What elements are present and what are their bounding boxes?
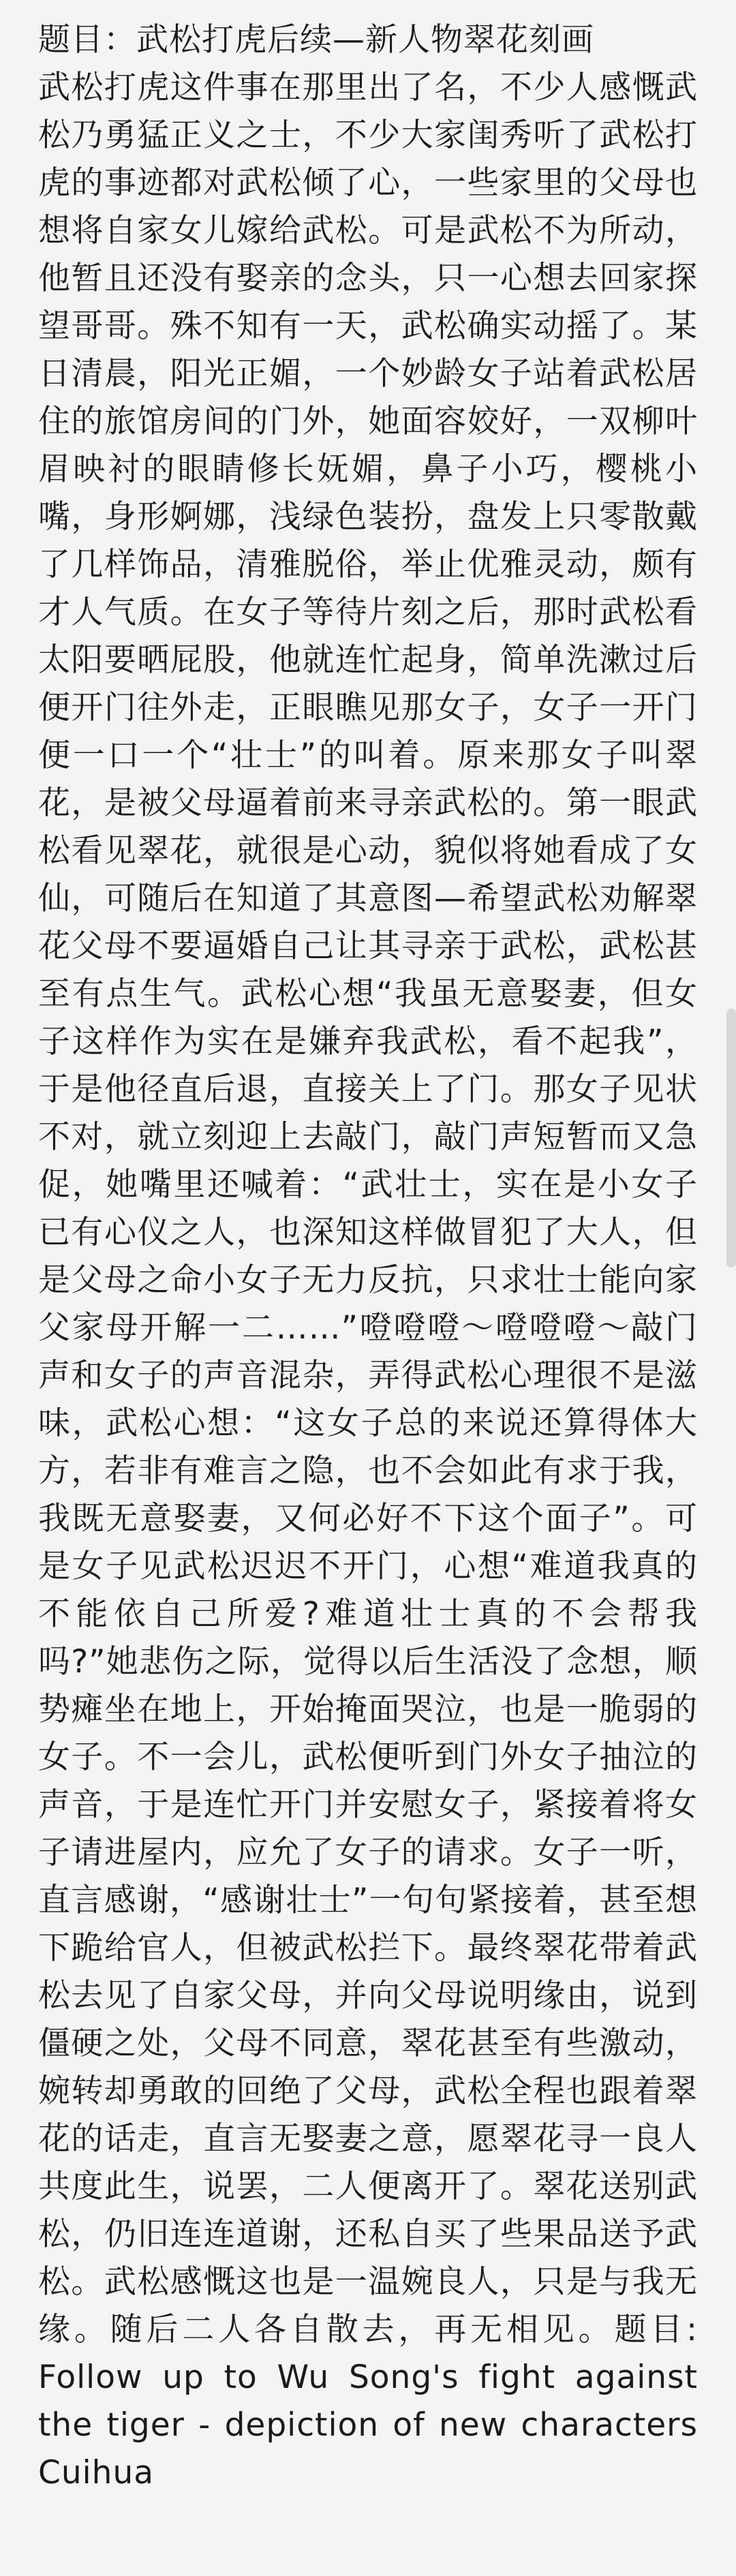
body-chinese-text: 武松打虎这件事在那里出了名，不少人感慨武松乃勇猛正义之士，不少大家闺秀听了武松打虎的事迹都对武松倾了心，一些家里的父母也想将自家女儿嫁给武松。可是武松不为所动，他暂且还没有娶亲的念头，只一心想去回家探望哥哥。殊不知有一天，武松确实动摇了。某日清晨，阳光正媚，一个妙龄女子站着武松居住的旅馆房间的门外，她面容姣好，一双柳叶眉映衬的眼睛修长妩媚，鼻子小巧，樱桃小嘴，身形婀娜，浅绿色装扮，盘发上只零散戴了几样饰品，清雅脱俗，举止优雅灵动，颇有才人气质。在女子等待片刻之后，那时武松看太阳要晒屁股，他就连忙起身，简单洗漱过后便开门往外走，正眼瞧见那女子，女子一开门便一口一个“壮士”的叫着。原来那女子叫翠花，是被父母逼着前来寻亲武松的。第一眼武松看见翠花，就很是心动，貌似将她看成了女仙，可随后在知道了其意图—希望武松劝解翠花父母不要逼婚自己让其寻亲于武松，武松甚至有点生气。武松心想“我虽无意娶妻，但女子这样作为实在是嫌弃我武松，看不起我”，于是他径直后退，直接关上了门。那女子见状不对，就立刻迎上去敲门，敲门声短暂而又急促，她嘴里还喊着：“武壮士，实在是小女子已有心仪之人，也深知这样做冒犯了大人，但是父母之命小女子无力反抗，只求壮士能向家父家母开解一二……”噔噔噔～噔噔噔～敲门声和女子的声音混杂，弄得武松心理很不是滋味，武松心想：“这女子总的来说还算得体大方，若非有难言之隐，也不会如此有求于我，我既无意娶妻，又何必好不下这个面子”。可是女子见武松迟迟不开门，心想“难道我真的不能依自己所爱?难道壮士真的不会帮我吗?”她悲伤之际，觉得以后生活没了念想，顺势瘫坐在地上，开始掩面哭泣，也是一脆弱的女子。不一会儿，武松便听到门外女子抽泣的声音，于是连忙开门并安慰女子，紧接着将女子请进屋内，应允了女子的请求。女子一听，直言感谢，“感谢壮士”一句句紧接着，甚至想下跪给官人，但被武松拦下。最终翠花带着武松去见了自家父母，并向父母说明缘由，说到僵硬之处，父母不同意，翠花甚至有些激动，婉转却勇敢的回绝了父母，武松全程也跟着翠花的话走，直言无娶妻之意，愿翠花寻一良人共度此生，说罢，二人便离开了。翠花送别武松，仍旧连连道谢，还私自买了些果品送予武松。武松感慨这也是一温婉良人，只是与我无缘。随后二人各自散去，再无相见。: [38, 69, 698, 2348]
body-english-title: 题目: Follow up to Wu Song's fight against the tiger - depiction of new characters Cuihua: [38, 2311, 699, 2491]
scrollbar-thumb[interactable]: [726, 1009, 736, 1268]
document-title: 题目：武松打虎后续—新人物翠花刻画: [38, 21, 594, 59]
document-body: [38, 64, 698, 2497]
